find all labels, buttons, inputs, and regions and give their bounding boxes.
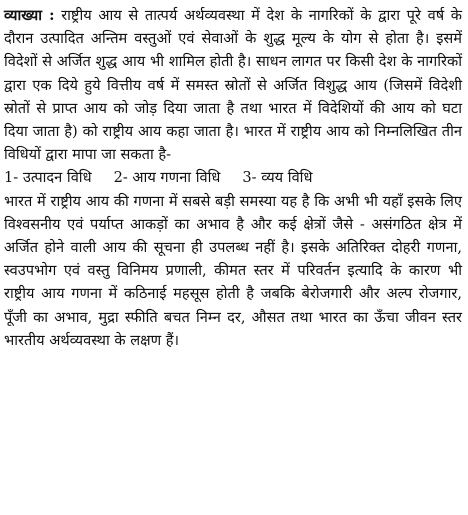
method-production: 1- उत्पादन विधि [4, 169, 92, 187]
methods-list [4, 166, 462, 189]
explanation-label: व्याख्या : [4, 7, 55, 24]
intro-paragraph [4, 4, 462, 166]
problems-paragraph: भारत में राष्ट्रीय आय की गणना में सबसे बड़ी समस्या यह है कि अभी भी यहाँ इसके लिए विश्वसनीय एवं पर्याप्त आकड़ों का अभाव है और कई क्षेत्रों जैसे - असंगठित क्षेत्र में अर्जित होने वाली आय की सूचना ही उपलब्ध नहीं है। इसके अतिरिक्त दोहरी गणना, स्वउपभोग एवं वस्तु विनिमय प्रणाली, कीमत स्तर में परिवर्तन इत्यादि के कारण भी राष्ट्रीय आय गणना में कठिनाई महसूस होती है जबकि बेरोजगारी और अल्प रोजगार, पूँजी का अभाव, मुद्रा स्फीति बचत निम्न दर, औसत तथा भारत का ऊँचा जीवन स्तर भारतीय अर्थव्यवस्था के लक्षण हैं। [4, 192, 462, 349]
method-expenditure: 3- व्यय विधि [242, 169, 313, 187]
method-income: 2- आय गणना विधि [113, 169, 221, 187]
intro-paragraph-text: राष्ट्रीय आय से तात्पर्य अर्थव्यवस्था में देश के नागरिकों के द्वारा पूरे वर्ष के दौरान उत्पादित अन्तिम वस्तुओं एवं सेवाओं के शुद्ध मूल्य के योग से होता है। इसमें विदेशों से अर्जित शुद्ध आय भी शामिल होती है। साधन लागत पर किसी देश के नागरिकों द्वारा एक दिये हुये वित्तीय वर्ष में समस्त स्रोतों से अर्जित विशुद्ध आय (जिसमें विदेशी स्रोतों से प्राप्त आय को जोड़ दिया जाता है तथा भारत में विदेशियों की आय को घटा दिया जाता है) को राष्ट्रीय आय कहा जाता है। भारत में राष्ट्रीय आय को निम्नलिखित तीन विधियों द्वारा मापा जा सकता है- [4, 7, 462, 164]
